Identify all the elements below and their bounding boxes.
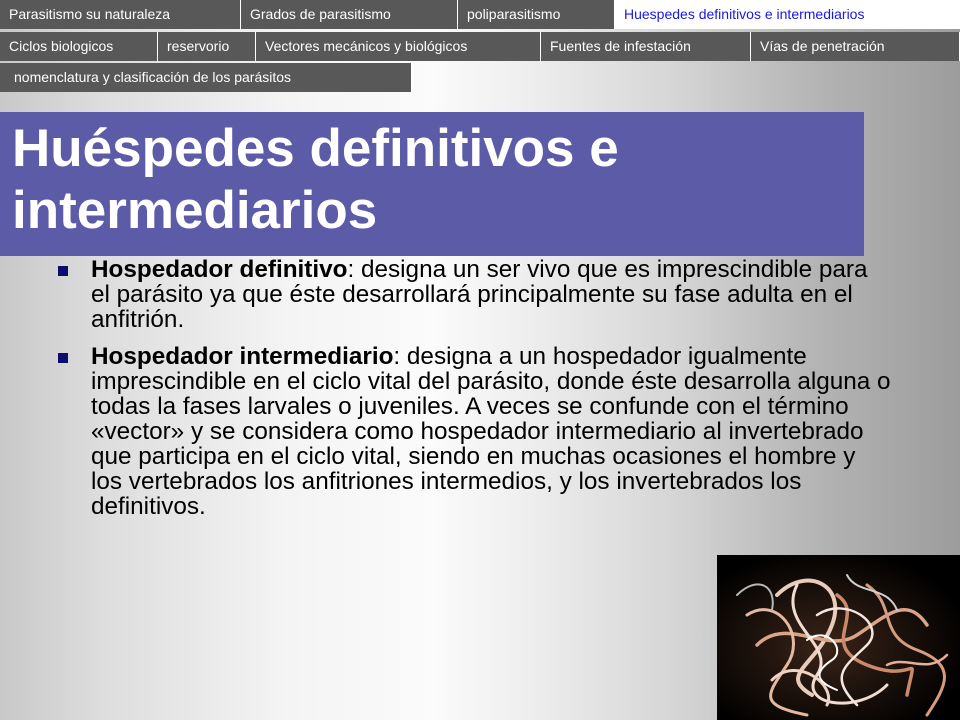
square-bullet-icon (58, 266, 68, 276)
definition-intermediario: : designa a un hospedador igualmente imprescindible en el ciclo vital del parásito, donde éste desarrolla alguna o todas la fases larvales o juveniles. A veces se confunde con el término «vector» y se considera como hospedador intermediario al invertebrado que participa en el ciclo vital, siendo en muchas ocasiones el hombre y los vertebrados los anfitriones intermedios, y los invertebrados los definitivos. (91, 343, 891, 520)
nav-tab-ciclos-biologicos[interactable]: Ciclos biologicos (0, 32, 158, 61)
nav-row-2 (0, 32, 960, 62)
bullet-item-intermediario (56, 344, 892, 519)
nav-tab-reservorio[interactable]: reservorio (158, 32, 256, 61)
nav-tab-nomenclatura[interactable]: nomenclatura y clasificación de los parásitos (0, 63, 412, 92)
nav-tab-poliparasitismo[interactable]: poliparasitismo (458, 0, 615, 29)
definition-definitivo: : designa un ser vivo que es imprescindible para el parásito ya que éste desarrollará principalmente su fase adulta en el anfitrión. (91, 256, 868, 333)
term-intermediario: Hospedador intermediario (91, 343, 394, 370)
nav-tab-vectores[interactable]: Vectores mecánicos y biológicos (256, 32, 541, 61)
nav-tab-grados-parasitismo[interactable]: Grados de parasitismo (241, 0, 458, 29)
nav-row-1 (0, 0, 960, 30)
bullet-item-definitivo (56, 257, 892, 332)
title-banner (0, 112, 864, 256)
bullet-list (56, 257, 892, 531)
nav-tab-parasitismo-naturaleza[interactable]: Parasitismo su naturaleza (0, 0, 241, 29)
parasite-worms-photo (717, 555, 960, 720)
term-definitivo: Hospedador definitivo (91, 256, 348, 283)
square-bullet-icon (58, 353, 68, 363)
nav-tab-fuentes-infestacion[interactable]: Fuentes de infestación (541, 32, 751, 61)
nav-tab-vias-penetracion[interactable]: Vías de penetración (751, 32, 960, 61)
nav-row-3 (0, 63, 412, 93)
page-title: Huéspedes definitivos e intermediarios (12, 119, 619, 240)
nav-tab-huespedes[interactable]: Huespedes definitivos e intermediarios (615, 0, 960, 29)
